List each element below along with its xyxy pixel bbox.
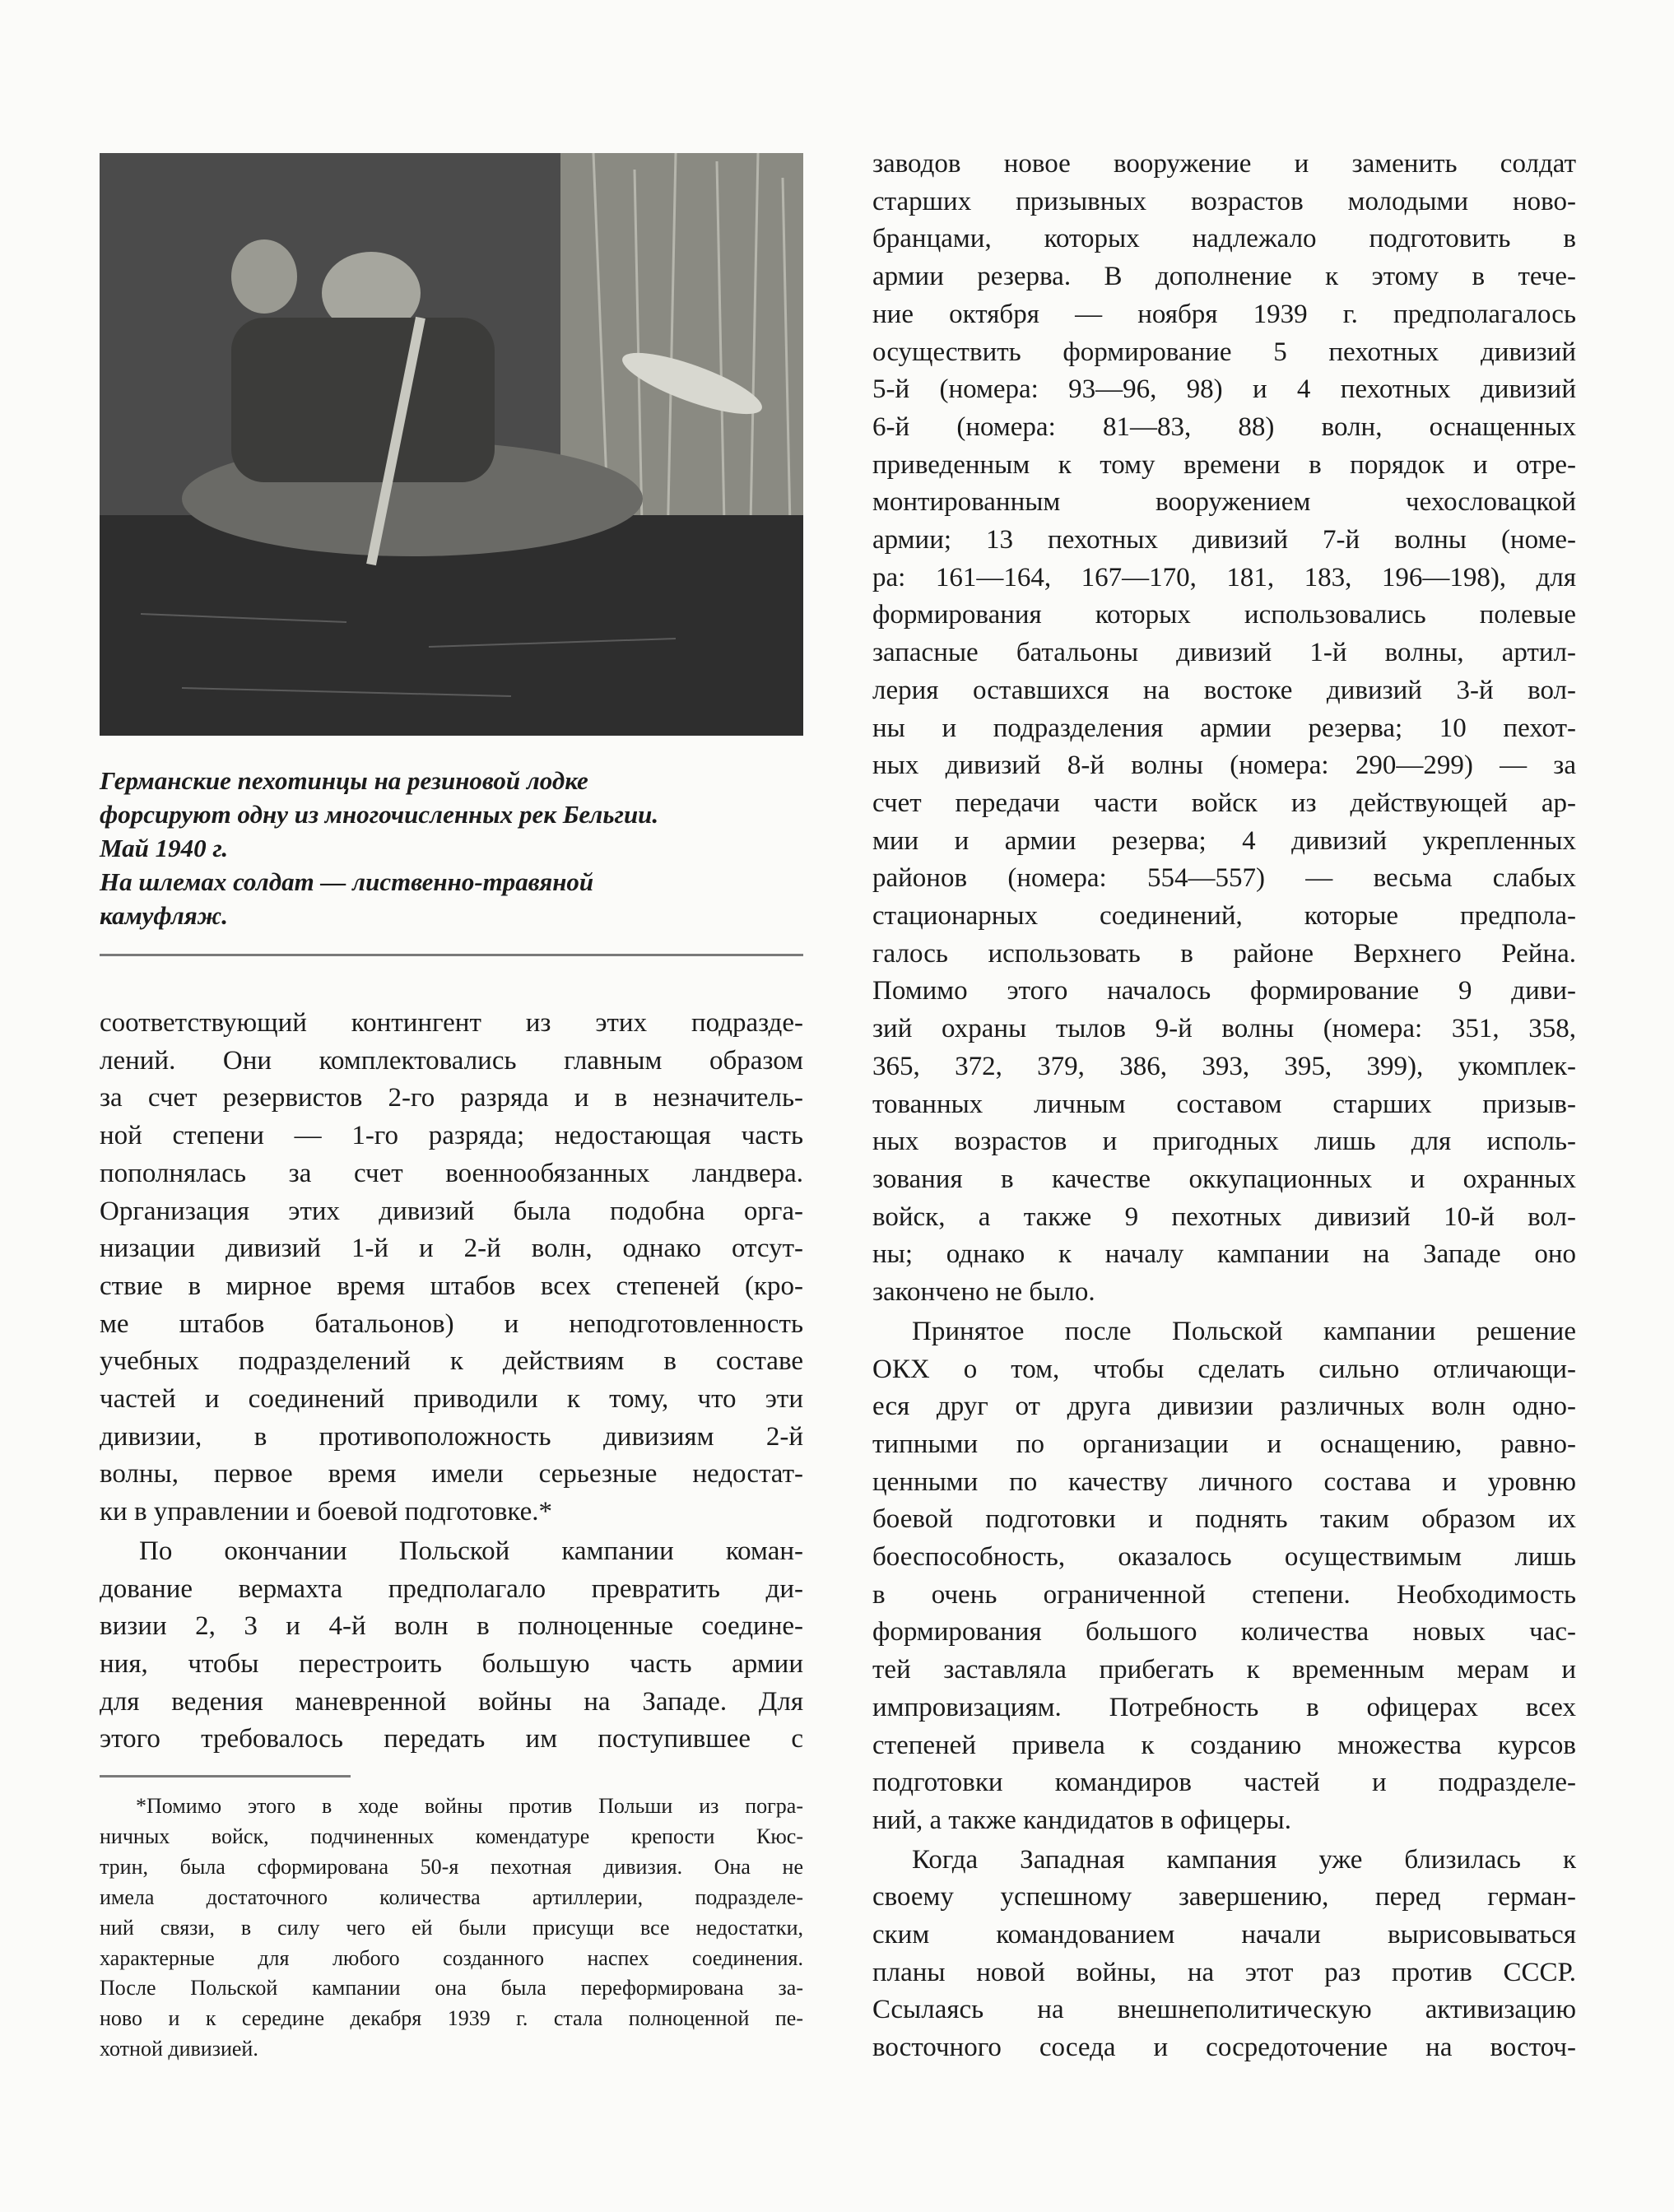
text-line: лений. Они комплектовались главным образом bbox=[100, 1045, 803, 1076]
text-line: ново и к середине декабря 1939 г. стала полноценной пе- bbox=[100, 2006, 803, 2031]
text-line: учебных подразделений к действиям в составе bbox=[100, 1346, 803, 1377]
text-line: лерия оставшихся на востоке дивизий 3-й вол- bbox=[872, 675, 1576, 705]
text-line: районов (номера: 554—557) — весьма слабых bbox=[872, 863, 1576, 894]
text-line: войск, а также 9 пехотных дивизий 10-й вол- bbox=[872, 1201, 1576, 1232]
text-line: ценными по качеству личного состава и уровню bbox=[872, 1466, 1576, 1497]
text-line: Когда Западная кампания уже близилась к bbox=[912, 1844, 1576, 1875]
text-line: импровизациям. Потребность в офицерах всех bbox=[872, 1692, 1576, 1722]
text-line: Помимо этого началось формирование 9 диви- bbox=[872, 976, 1576, 1006]
text-line: ние октября — ноября 1939 г. предполагалось bbox=[872, 299, 1576, 329]
text-line: тованных личным составом старших призыв- bbox=[872, 1089, 1576, 1119]
text-line: *Помимо этого в ходе войны против Польши из погра- bbox=[136, 1794, 803, 1818]
text-line: степеней привела к созданию множества курсов bbox=[872, 1730, 1576, 1760]
text-line: формирования большого количества новых час- bbox=[872, 1617, 1576, 1647]
text-line: 365, 372, 379, 386, 393, 395, 399), укомплек- bbox=[872, 1051, 1576, 1081]
text-line: ны; однако к началу кампании на Западе оно bbox=[872, 1239, 1576, 1270]
text-line: ра: 161—164, 167—170, 181, 183, 196—198), для bbox=[872, 562, 1576, 592]
text-line: счет передачи части войск из действующей ар- bbox=[872, 788, 1576, 818]
right-column-text bbox=[872, 146, 1576, 2069]
caption-line: камуфляж. bbox=[100, 901, 228, 930]
text-line: 5-й (номера: 93—96, 98) и 4 пехотных дивизий bbox=[872, 374, 1576, 405]
text-line: этого требовалось передать им поступившее с bbox=[100, 1724, 803, 1754]
text-line: визии 2, 3 и 4-й волн в полноценные соедине- bbox=[100, 1611, 803, 1642]
text-line: дивизии, в противоположность дивизиям 2-й bbox=[100, 1421, 803, 1452]
text-line: еся друг от друга дивизии различных волн одно- bbox=[872, 1392, 1576, 1422]
text-line: Принятое после Польской кампании решение bbox=[912, 1316, 1576, 1346]
text-line: заводов новое вооружение и заменить солдат bbox=[872, 149, 1576, 179]
text-line: Организация этих дивизий была подобна орга- bbox=[100, 1196, 803, 1226]
text-line: осуществить формирование 5 пехотных дивизий bbox=[872, 337, 1576, 367]
text-line: типными по организации и оснащению, равно- bbox=[872, 1429, 1576, 1459]
text-line: ных дивизий 8-й волны (номера: 290—299) — за bbox=[872, 750, 1576, 781]
text-line: ме штабов батальонов) и неподготовленность bbox=[100, 1308, 803, 1339]
text-line: формирования которых использовались полевые bbox=[872, 600, 1576, 630]
text-line: подготовки командиров частей и подразделе- bbox=[872, 1768, 1576, 1798]
paragraph bbox=[872, 146, 1576, 1312]
footnote bbox=[100, 1791, 803, 2066]
photo-soldiers-rubber-boat bbox=[100, 153, 803, 736]
text-line: армии; 13 пехотных дивизий 7-й волны (номе- bbox=[872, 525, 1576, 555]
footnote-divider bbox=[100, 1775, 351, 1778]
photo-image bbox=[100, 153, 803, 736]
text-line: ским командованием начали вырисовываться bbox=[872, 1920, 1576, 1950]
caption-line: форсируют одну из многочисленных рек Бельгии. bbox=[100, 800, 659, 829]
text-line: соответствующий контингент из этих подразде- bbox=[100, 1008, 803, 1038]
text-line: бранцами, которых надлежало подготовить в bbox=[872, 224, 1576, 254]
text-line: трин, была сформирована 50-я пехотная дивизия. Она не bbox=[100, 1854, 803, 1879]
text-line: ки в управлении и боевой подготовке.* bbox=[100, 1497, 553, 1527]
text-line: ничных войск, подчиненных комендатуре крепости Кюс- bbox=[100, 1824, 803, 1848]
text-line: характерные для любого созданного наспех соединения. bbox=[100, 1945, 803, 1970]
caption-line: Май 1940 г. bbox=[100, 834, 229, 862]
text-line: частей и соединений приводили к тому, что эти bbox=[100, 1384, 803, 1415]
text-line: ОКХ о том, чтобы сделать сильно отличающи- bbox=[872, 1354, 1576, 1384]
text-line: монтированным вооружением чехословацкой bbox=[872, 487, 1576, 518]
text-line: боеспособность, оказалось осуществимым лишь bbox=[872, 1542, 1576, 1573]
text-line: армии резерва. В дополнение к этому в тече- bbox=[872, 262, 1576, 292]
text-line: По окончании Польской кампании коман- bbox=[139, 1536, 803, 1566]
text-line: дование вермахта предполагало превратить ди- bbox=[100, 1573, 803, 1604]
text-line: боевой подготовки и поднять таким образом их bbox=[872, 1504, 1576, 1535]
text-line: планы новой войны, на этот раз против СССР. bbox=[872, 1957, 1576, 1987]
text-line: пополнялась за счет военнообязанных ландвера. bbox=[100, 1158, 803, 1188]
text-line: своему успешному завершению, перед герман- bbox=[872, 1882, 1576, 1912]
text-line: ния, чтобы перестроить большую часть армии bbox=[100, 1648, 803, 1679]
text-line: тей заставляла прибегать к временным мерам и bbox=[872, 1655, 1576, 1685]
photo-caption bbox=[100, 764, 803, 932]
text-line: ных возрастов и пригодных лишь для исполь- bbox=[872, 1127, 1576, 1157]
text-line: за счет резервистов 2-го разряда и в незначитель- bbox=[100, 1083, 803, 1113]
text-line: волны, первое время имели серьезные недостат- bbox=[100, 1459, 803, 1489]
caption-line: На шлемах солдат — лиственно-травяной bbox=[100, 867, 594, 896]
text-line: восточного соседа и сосредоточение на восточ- bbox=[872, 2033, 1576, 2063]
text-line: После Польской кампании она была переформирована за- bbox=[100, 1976, 803, 2001]
paragraph bbox=[872, 1313, 1576, 1840]
text-line: стационарных соединений, которые предпола- bbox=[872, 901, 1576, 932]
text-line: Ссылаясь на внешнеполитическую активизацию bbox=[872, 1995, 1576, 2025]
text-line: ствие в мирное время штабов всех степеней (кро- bbox=[100, 1271, 803, 1301]
left-column-text bbox=[100, 1005, 803, 1760]
paragraph bbox=[100, 1005, 803, 1531]
text-line: зий охраны тылов 9-й волны (номера: 351, 358, bbox=[872, 1014, 1576, 1044]
text-line: ны и подразделения армии резерва; 10 пехот- bbox=[872, 713, 1576, 743]
text-line: имела достаточного количества артиллерии, подразделе- bbox=[100, 1884, 803, 1909]
text-line: хотной дивизией. bbox=[100, 2037, 258, 2061]
caption-line: Германские пехотинцы на резиновой лодке bbox=[100, 766, 588, 795]
text-line: ной степени — 1-го разряда; недостающая часть bbox=[100, 1121, 803, 1151]
paragraph bbox=[872, 1842, 1576, 2067]
caption-divider bbox=[100, 954, 803, 956]
text-line: приведенным к тому времени в порядок и отре- bbox=[872, 449, 1576, 480]
text-line: низации дивизий 1-й и 2-й волн, однако отсут- bbox=[100, 1234, 803, 1264]
text-line: зования в качестве оккупационных и охранных bbox=[872, 1164, 1576, 1194]
text-line: закончено не было. bbox=[872, 1277, 1095, 1308]
paragraph bbox=[100, 1533, 803, 1759]
text-line: галось использовать в районе Верхнего Рейна. bbox=[872, 938, 1576, 969]
text-line: ний, а также кандидатов в офицеры. bbox=[872, 1805, 1291, 1835]
text-line: старших призывных возрастов молодыми ново- bbox=[872, 186, 1576, 216]
text-line: в очень ограниченной степени. Необходимость bbox=[872, 1579, 1576, 1610]
text-line: ний связи, в силу чего ей были присущи все недостатки, bbox=[100, 1915, 803, 1940]
text-line: для ведения маневренной войны на Западе. Для bbox=[100, 1686, 803, 1717]
text-line: запасные батальоны дивизий 1-й волны, артил- bbox=[872, 638, 1576, 668]
text-line: мии и армии резерва; 4 дивизий укрепленных bbox=[872, 825, 1576, 856]
paragraph bbox=[100, 1791, 803, 2065]
text-line: 6-й (номера: 81—83, 88) волн, оснащенных bbox=[872, 411, 1576, 442]
